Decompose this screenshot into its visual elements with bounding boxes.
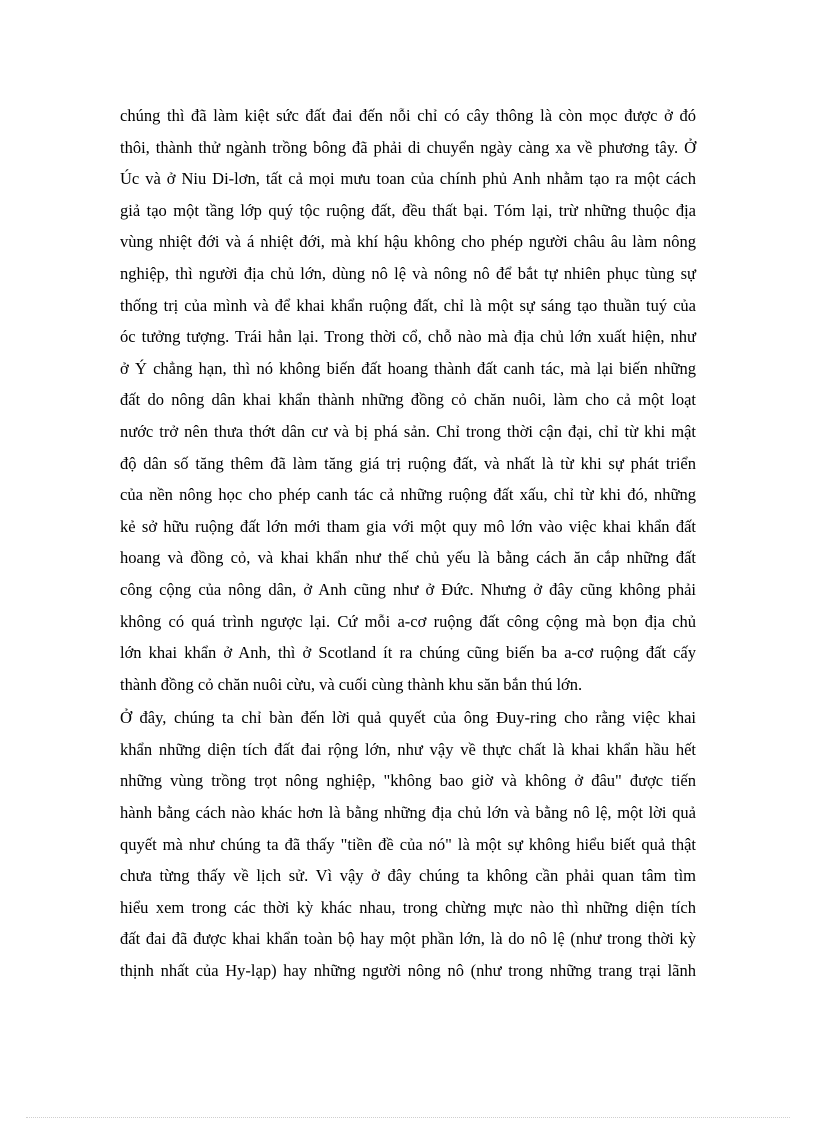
text-line: hành bằng cách nào khác hơn là bằng những địa chủ lớn và bằng nô lệ, một lời quả xyxy=(120,803,696,823)
text-line: quyết mà như chúng ta đã thấy "tiền đề của nó" là một sự không hiểu biết quả thật xyxy=(120,834,696,854)
text-line: hiểu xem trong các thời kỳ khác nhau, trong chừng mực nào thì những diện tích xyxy=(120,897,696,917)
text-line: thành đồng cỏ chăn nuôi cừu, và cuối cùng thành khu săn bắn thú lớn. xyxy=(120,674,583,694)
text-line: không có quá trình ngược lại. Cứ mỗi a-cơ ruộng đất công cộng mà bọn địa chủ xyxy=(120,611,696,631)
text-line: công cộng của nông dân, ở Anh cũng như ở Đức. Nhưng ở đây cũng không phải xyxy=(120,579,696,599)
text-line: đất do nông dân khai khẩn thành những đồng cỏ chăn nuôi, làm cho cả một loạt xyxy=(120,390,696,410)
text-line: giả tạo một tầng lớp quý tộc ruộng đất, đều thất bại. Tóm lại, trừ những thuộc địa xyxy=(120,200,696,220)
text-line: đất đai đã được khai khẩn toàn bộ hay một phần lớn, là do nô lệ (như trong thời kỳ xyxy=(120,929,696,949)
text-line: Úc và ở Niu Di-lơn, tất cả mọi mưu toan của chính phủ Anh nhằm tạo ra một cách xyxy=(120,169,696,189)
page-bottom-divider xyxy=(26,1117,790,1118)
text-line: lớn khai khẩn ở Anh, thì ở Scotland ít ra chúng cũng biến ba a-cơ ruộng đất cấy xyxy=(120,643,696,663)
text-line: vùng nhiệt đới và á nhiệt đới, mà khí hậu không cho phép người châu âu làm nông xyxy=(120,232,696,252)
text-line: Ở đây, chúng ta chỉ bàn đến lời quả quyết của ông Đuy-ring cho rằng việc khai xyxy=(120,708,696,728)
text-line: thống trị của mình và để khai khẩn ruộng đất, chỉ là một sự sáng tạo thuần tuý của xyxy=(120,295,696,315)
text-line: của nền nông học cho phép canh tác cả những ruộng đất xấu, chỉ từ khi đó, những xyxy=(120,485,696,505)
text-line: thôi, thành thử ngành trồng bông đã phải di chuyển ngày càng xa về phương tây. Ở xyxy=(120,137,696,157)
text-line: những vùng trồng trọt nông nghiệp, "không bao giờ và không ở đâu" được tiến xyxy=(120,771,696,791)
text-line: độ dân số tăng thêm đã làm tăng giá trị ruộng đất, và nhất là từ khi sự phát triển xyxy=(120,453,696,473)
body-text xyxy=(120,100,696,987)
text-line: nước trở nên thưa thớt dân cư và bị phá sản. Chỉ trong thời cận đại, chỉ từ khi mật xyxy=(120,421,696,441)
text-line: chưa từng thấy về lịch sử. Vì vậy ở đây chúng ta không cần phải quan tâm tìm xyxy=(120,866,696,886)
text-line: óc tưởng tượng. Trái hẳn lại. Trong thời cổ, chỗ nào mà địa chủ lớn xuất hiện, như xyxy=(120,327,696,347)
paragraph-1 xyxy=(120,100,696,700)
text-line: hoang và đồng cỏ, và khai khẩn như thế chủ yếu là bằng cách ăn cắp những đất xyxy=(120,548,696,568)
text-line: nghiệp, thì người địa chủ lớn, dùng nô lệ và nông nô để bắt tự nhiên phục tùng sự xyxy=(120,263,696,283)
text-line: ở Ý chẳng hạn, thì nó không biến đất hoang thành đất canh tác, mà lại biến những xyxy=(120,358,696,378)
text-line: thịnh nhất của Hy-lạp) hay những người nông nô (như trong những trang trại lãnh xyxy=(120,961,696,981)
text-line: kẻ sở hữu ruộng đất lớn mới tham gia với một quy mô lớn vào việc khai khẩn đất xyxy=(120,516,696,536)
text-line: chúng thì đã làm kiệt sức đất đai đến nỗi chỉ có cây thông là còn mọc được ở đó xyxy=(120,106,696,125)
text-line: khẩn những diện tích đất đai rộng lớn, như vậy về thực chất là khai khẩn hầu hết xyxy=(120,739,696,759)
paragraph-2 xyxy=(120,702,696,986)
